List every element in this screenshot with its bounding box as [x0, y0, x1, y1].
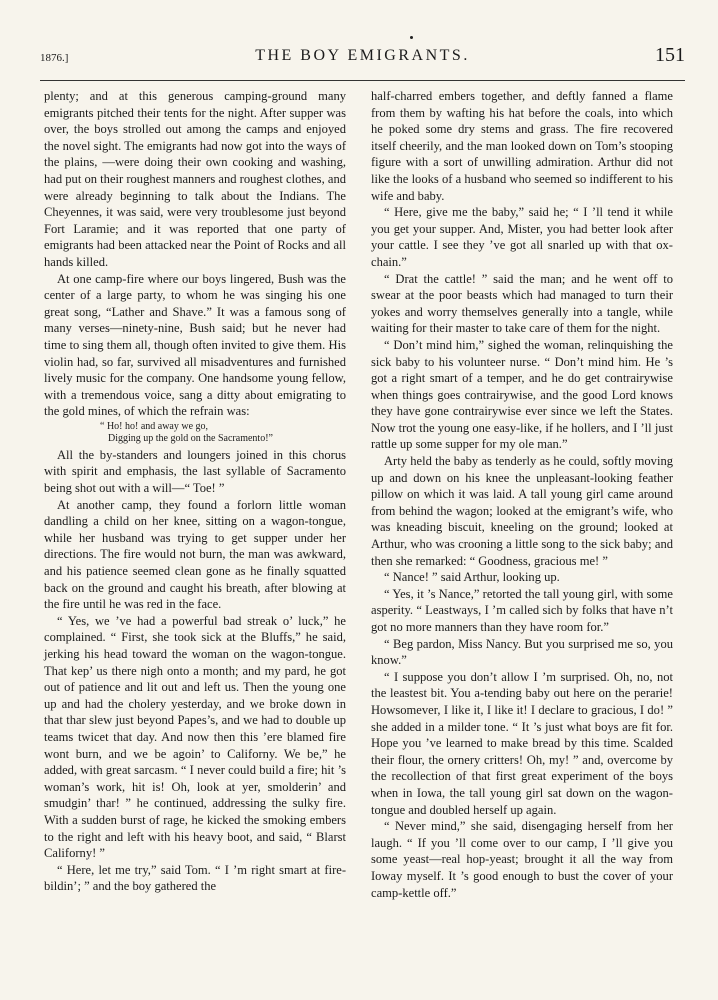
paragraph: plenty; and at this generous camping-ground many emigrants pitched their tents for the night. After supper was over, the boys strolled out among the camps and enjoyed the novel sight. The emigrants had now got into the ways of the plains, —were doing their own cooking and washing, had put on their roughest manners and roughest clothes, and were already beginning to talk about the Indians. The Cheyennes, it was said, were very troublesome just beyond Fort Laramie; and it was reported that one party of emigrants had been attacked near the Point of Rocks and all hands killed. — [44, 89, 346, 269]
paragraph: “ Beg pardon, Miss Nancy. But you surprised me so, you know.” — [371, 636, 673, 668]
running-header — [40, 44, 685, 74]
paragraph: half-charred embers together, and deftly fanned a flame from them by wafting his hat before the coals, into which he poked some dry stems and grass. The fire recovered itself cheerily, and the man looked down on Tom’s stooping figure with a sort of unwilling admiration. Arthur did not like the looks of a husband who seemed so indifferent to his wife and baby. — [371, 89, 673, 203]
paragraph: “ Yes, we ’ve had a powerful bad streak o’ luck,” he complained. “ First, she took sick at the Bluffs,” he said, jerking his head toward the woman on the wagon-tongue. That kep’ us there nigh onto a month; and my pard, he got out of patience and lit out and left us. Then the young one up and had the cholery yesterday, and we broke down in that thar slew just beyond Papes’s, and we had to double up teams twicet that day. And now then this ’ere blamed fire wont burn, and we be agoin’ to Californy. We be,” he added, with great sarcasm. “ I never could build a fire; hit ’s woman’s work, hit is! Oh, look at yer, smolderin’ and smudgin’ thar! ” he continued, addressing the sulky fire. With a sudden burst of rage, he kicked the smoking embers to the right and left with his heavy boot, and said, “ Blarst Californy! ” — [44, 613, 346, 861]
paragraph: “ Nance! ” said Arthur, looking up. — [384, 570, 560, 585]
left-column — [44, 88, 346, 895]
paragraph: “ Don’t mind him,” sighed the woman, relinquishing the sick baby to his volunteer nurse. “ Don’t mind him. He ’s got a right smart of a temper, and he do get contrairywise when things goes contrairywise, and the good Lord knows they have gone contrairywise ever since we left the States. Now trot the young one easy-like, if he hollers, and I ’ll just rattle up some supper for my ole man.” — [371, 337, 673, 452]
header-year: 1876.] — [40, 52, 69, 64]
paragraph: “ Drat the cattle! ” said the man; and he went off to swear at the poor beasts which had managed to turn their yokes and worry themselves generally into a tangle, while waiting for their master to take care of them for the night. — [371, 271, 673, 336]
paragraph: “ Here, let me try,” said Tom. “ I ’m right smart at fire-bildin’; ” and the boy gathered the — [44, 862, 346, 894]
page-number: 151 — [655, 44, 685, 66]
paragraph: At one camp-fire where our boys lingered, Bush was the center of a large party, to whom he was singing his one great song, “Lather and Shave.” It was a famous song of many verses—ninety-nine, Bush said; but he never had time to sing them all, though often invited to give them. His violin had, so far, survived all misadventures and furnished lively music for the company. One handsome young fellow, with a tremendous voice, sang a ditty about emigrating to the gold mines, of which the refrain was: — [44, 271, 346, 419]
header-rule — [40, 80, 685, 81]
verse-line: “ Ho! ho! and away we go, — [100, 420, 209, 432]
paragraph: “ Here, give me the baby,” said he; “ I ’ll tend it while you get your supper. And, Mister, you had better look after your cattle. I see they ’ve got all snarled up with that ox-chain.” — [371, 205, 673, 269]
paragraph: Arty held the baby as tenderly as he could, softly moving up and down on his knee the unpleasant-looking feather pillow on which it was laid. A tall young girl came around from behind the wagon; looked at the emigrant’s wife, who was kneading biscuit, kneeling on the ground; looked at Arthur, who was crooning a little song to the sick baby; and then she remarked: “ Goodness, gracious me! ” — [371, 454, 673, 568]
paragraph: At another camp, they found a forlorn little woman dandling a child on her knee, sitting on a wagon-tongue, while her husband was trying to get supper under her directions. The fire would not burn, the man was awkward, and his patience seemed clean gone as he finally squatted back on the ground and caught his breath, after blowing at the fire until he was red in the face. — [44, 497, 346, 612]
header-title: THE BOY EMIGRANTS. — [255, 47, 470, 64]
paragraph: All the by-standers and loungers joined in this chorus with spirit and emphasis, the last syllable of Sacramento being shot out with a will—“ Toe! ” — [44, 447, 346, 496]
paragraph: “ Never mind,” she said, disengaging herself from her laugh. “ If you ’ll come over to our camp, I ’ll give you some yeast—real hop-yeast; brought it all the way from Ioway myself. It ’s good enough to bust the cover of your camp-kettle off.” — [371, 819, 673, 900]
song-refrain — [44, 421, 346, 445]
right-column — [371, 88, 673, 901]
ink-speck — [410, 36, 413, 39]
verse-line: Digging up the gold on the Sacramento!” — [108, 432, 273, 444]
paragraph: “ I suppose you don’t allow I ’m surprised. Oh, no, not the leastest bit. You a-tending baby out here on the perarie! Howsomever, I like it, I like it! I declare to gracious, I do! ” she added in a milder tone. “ It ’s just what boys are fit for. Hope you ’ve learned to make bread by this time. Scalded their flour, the ornery critters! Oh, my! ” and, overcome by the recollection of that first great experiment of the boys when in Iowa, the tall young girl sat down on the wagon-tongue and doubled herself up again. — [371, 669, 673, 817]
paragraph: “ Yes, it ’s Nance,” retorted the tall young girl, with some asperity. “ Leastways, I ’m called sich by folks that have n’t got no more manners than they have room for.” — [371, 586, 673, 634]
